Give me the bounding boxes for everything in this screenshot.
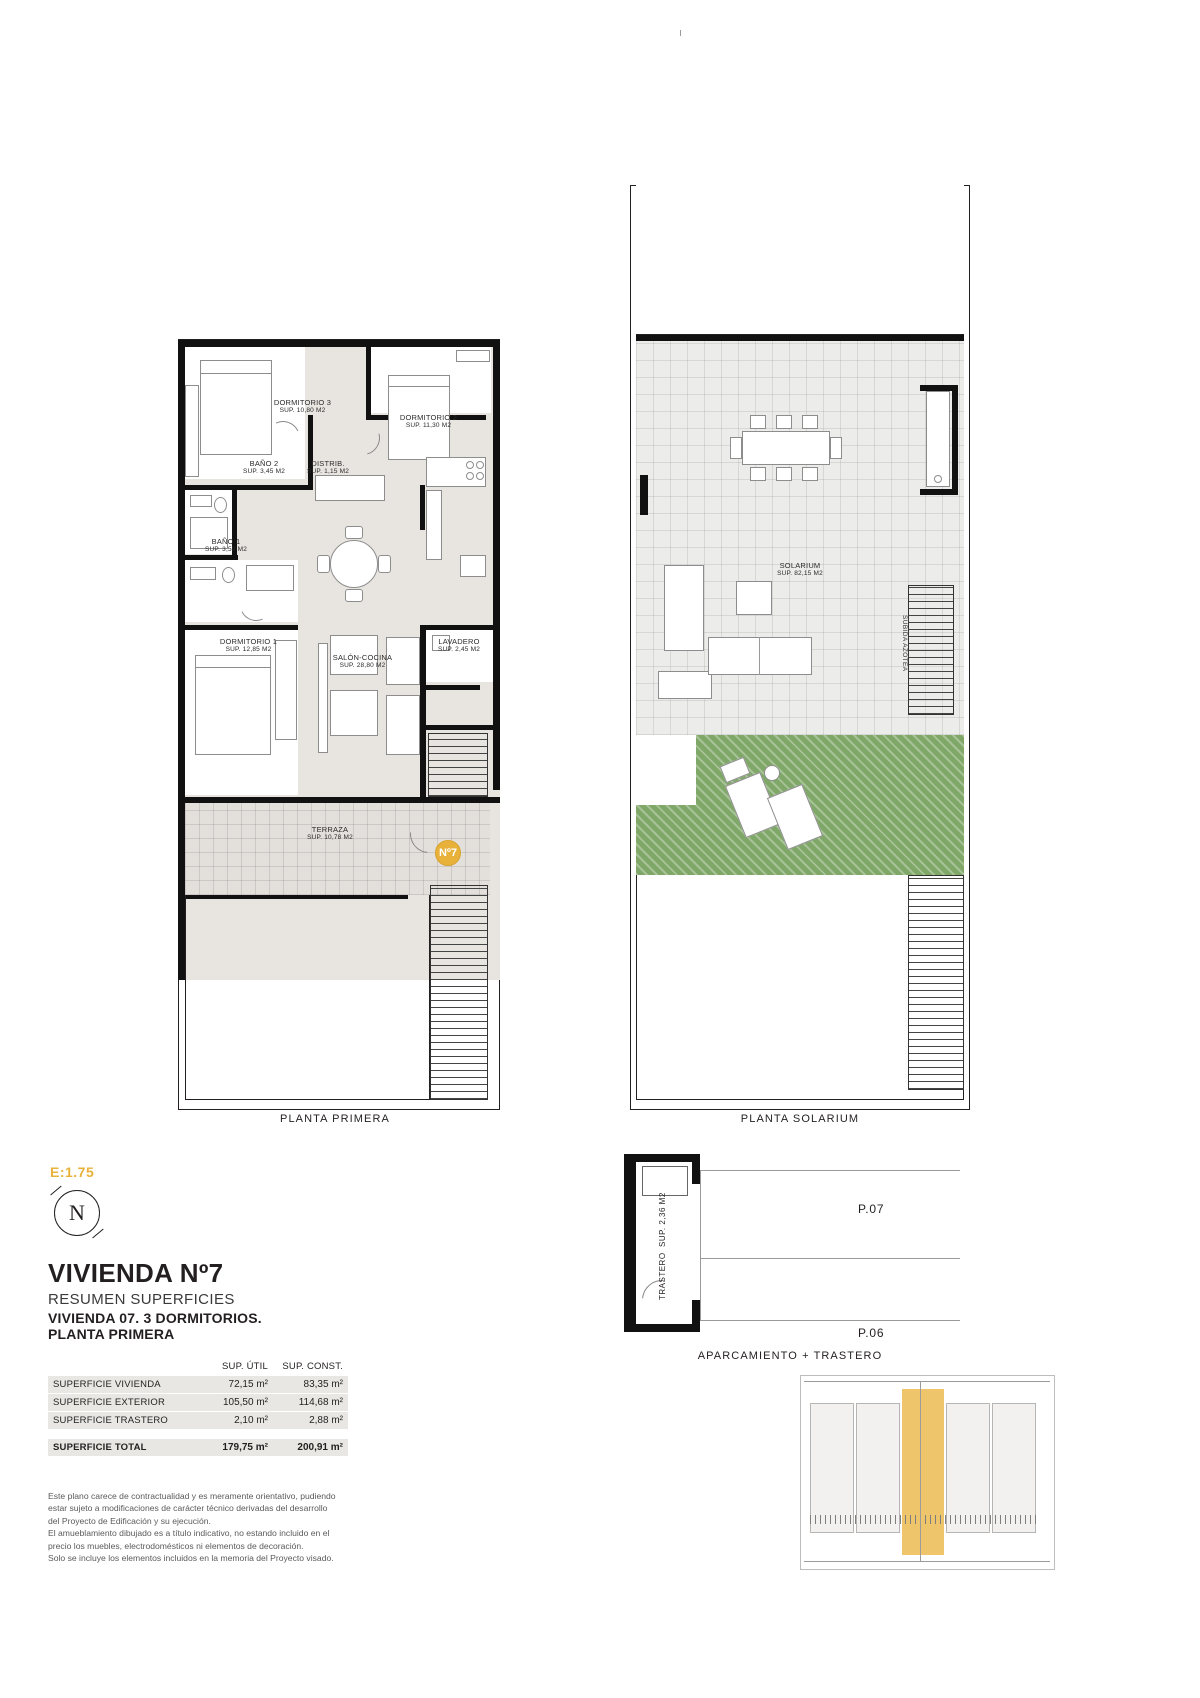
solarium-chair-4 bbox=[750, 467, 766, 481]
page-title: VIVIENDA Nº7 bbox=[48, 1258, 224, 1288]
shed-fixture bbox=[934, 475, 942, 483]
wall-interior-h7 bbox=[420, 725, 500, 730]
hob-burner-3 bbox=[466, 472, 474, 480]
parking-wall-top bbox=[624, 1154, 700, 1162]
key-plan-highlight-unit bbox=[902, 1389, 944, 1555]
page-line3: VIVIENDA 07. 3 DORMITORIOS. bbox=[48, 1310, 262, 1326]
areas-header-const: SUP. CONST. bbox=[282, 1361, 343, 1372]
registration-mark bbox=[680, 30, 681, 36]
row-const: 114,68 m² bbox=[273, 1394, 348, 1412]
solarium-side-table bbox=[736, 581, 772, 615]
parking-spot-p06: P.06 bbox=[858, 1326, 885, 1340]
hob-burner-4 bbox=[476, 472, 484, 480]
key-plan-block-1 bbox=[810, 1403, 854, 1533]
label-dormitorio3: DORMITORIO 3 SUP. 10,80 M2 bbox=[273, 398, 332, 415]
row-util: 2,10 m² bbox=[198, 1412, 273, 1430]
row-const: 83,35 m² bbox=[273, 1376, 348, 1394]
dining-chair-2 bbox=[378, 555, 391, 573]
label-bano1: BAÑO 1 SUP. 3,50 M2 bbox=[204, 537, 248, 554]
wardrobe-3 bbox=[275, 640, 297, 740]
solarium-chair-7 bbox=[730, 437, 742, 459]
row-name: SUPERFICIE VIVIENDA bbox=[48, 1376, 198, 1394]
table-row bbox=[48, 1376, 348, 1394]
table-row bbox=[48, 1394, 348, 1412]
solarium-void bbox=[636, 185, 964, 335]
disclaimer-line-3: del Proyecto de Edificación y su ejecución. bbox=[48, 1515, 211, 1526]
kitchen-island bbox=[315, 475, 385, 501]
key-plan-line-top bbox=[804, 1381, 1050, 1382]
solarium-chair-1 bbox=[750, 415, 766, 429]
wall-right bbox=[493, 340, 500, 790]
table-spacer bbox=[48, 1429, 348, 1439]
label-dormitorio1: DORMITORIO 1 SUP. 12,85 M2 bbox=[219, 637, 278, 654]
lower-patio-staircase bbox=[908, 875, 964, 1090]
disclaimer-line-5: precio los muebles, electrodomésticos ni elementos de decoración. bbox=[48, 1540, 304, 1551]
areas-header-row bbox=[48, 1358, 348, 1376]
solarium-chair-6 bbox=[802, 467, 818, 481]
areas-header-util: SUP. ÚTIL bbox=[222, 1361, 268, 1372]
total-name: SUPERFICIE TOTAL bbox=[48, 1439, 198, 1456]
parking-wall-stub-bottom bbox=[692, 1300, 700, 1332]
wardrobe-2 bbox=[456, 350, 490, 362]
label-solarium: SOLARIUM SUP. 82,15 M2 bbox=[777, 561, 823, 578]
garden-notch bbox=[636, 735, 696, 805]
row-const: 2,88 m² bbox=[273, 1412, 348, 1430]
wardrobe-1 bbox=[185, 385, 199, 477]
scale-label: E:1.75 bbox=[50, 1164, 95, 1180]
parking-line-1 bbox=[700, 1170, 960, 1171]
roof-staircase bbox=[908, 585, 954, 715]
bed-headboard-3 bbox=[200, 360, 272, 374]
staircase-interior bbox=[428, 733, 488, 797]
row-name: SUPERFICIE TRASTERO bbox=[48, 1412, 198, 1430]
dining-chair-1 bbox=[317, 555, 330, 573]
sink-bano1 bbox=[190, 567, 216, 580]
label-dormitorio2: DORMITORIO 2 SUP. 11,30 M2 bbox=[399, 413, 458, 430]
plan-upper-void bbox=[178, 185, 500, 340]
caption-planta-solarium: PLANTA SOLARIUM bbox=[740, 1113, 860, 1125]
disclaimer-line-6: Solo se incluye los elementos incluidos en la memoria del Proyecto visado. bbox=[48, 1553, 334, 1564]
label-subida-azotea: SUBIDA AZOTEA bbox=[901, 615, 908, 672]
solarium-sideboard bbox=[658, 671, 712, 699]
key-plan-hatch bbox=[810, 1515, 1036, 1524]
kitchen-counter-side bbox=[426, 490, 442, 560]
title-block bbox=[48, 1258, 428, 1342]
solarium-dining-table bbox=[742, 431, 830, 465]
key-plan-block-2 bbox=[856, 1403, 900, 1533]
key-plan-axis bbox=[920, 1381, 921, 1561]
plan-planta-solarium bbox=[630, 185, 970, 1125]
solarium-chair-2 bbox=[776, 415, 792, 429]
areas-header-blank bbox=[48, 1358, 198, 1376]
label-bano2: BAÑO 2 SUP. 3,45 M2 bbox=[242, 459, 286, 476]
label-trastero: TRASTERO SUP. 2,36 M2 bbox=[658, 1192, 667, 1300]
wall-interior-h6 bbox=[420, 685, 480, 690]
label-salon-cocina: SALÓN-COCINA SUP. 28,80 M2 bbox=[332, 653, 393, 670]
sink-bano2 bbox=[190, 495, 212, 507]
label-terraza: TERRAZA SUP. 10,78 M2 bbox=[307, 825, 353, 842]
parasol-base bbox=[764, 765, 780, 781]
north-letter: N bbox=[69, 1200, 85, 1225]
plan-planta-primera bbox=[170, 185, 500, 1125]
wall-left bbox=[178, 340, 185, 980]
tv-unit bbox=[386, 695, 420, 755]
hob-burner-2 bbox=[476, 461, 484, 469]
total-const: 200,91 m² bbox=[273, 1439, 348, 1456]
row-name: SUPERFICIE EXTERIOR bbox=[48, 1394, 198, 1412]
parking-wall-left bbox=[624, 1154, 636, 1332]
parking-spot-p07: P.07 bbox=[858, 1202, 885, 1216]
table-total-row bbox=[48, 1439, 348, 1456]
parking-line-2 bbox=[700, 1258, 960, 1259]
disclaimer-line-1: Este plano carece de contractualidad y es meramente orientativo, pudiendo bbox=[48, 1491, 336, 1501]
parking-wall-bottom bbox=[624, 1324, 700, 1332]
bed-dormitorio1 bbox=[195, 655, 271, 755]
parking-wall-stub-top bbox=[692, 1154, 700, 1184]
total-util: 179,75 m² bbox=[198, 1439, 273, 1456]
key-plan bbox=[800, 1375, 1055, 1570]
solarium-sofa-split bbox=[708, 637, 760, 675]
parking-box bbox=[620, 1150, 960, 1340]
toilet-bano2 bbox=[214, 497, 227, 513]
label-lavadero: LAVADERO SUP. 2,45 M2 bbox=[437, 637, 481, 654]
page-subtitle: RESUMEN SUPERFICIES bbox=[48, 1291, 235, 1308]
unit-number-badge: Nº7 bbox=[435, 840, 461, 866]
solarium-chair-5 bbox=[776, 467, 792, 481]
bed-headboard-2 bbox=[388, 375, 450, 387]
bed-headboard-1 bbox=[195, 655, 271, 668]
plan-parking bbox=[620, 1150, 960, 1345]
key-plan-block-4 bbox=[946, 1403, 990, 1533]
parking-line-3 bbox=[700, 1320, 960, 1321]
solarium-chair-8 bbox=[830, 437, 842, 459]
solarium-wall-top bbox=[636, 335, 964, 341]
label-distribuidor: DISTRIB. SUP. 1,15 M2 bbox=[306, 459, 350, 476]
row-util: 72,15 m² bbox=[198, 1376, 273, 1394]
key-plan-block-5 bbox=[992, 1403, 1036, 1533]
fridge bbox=[460, 555, 486, 577]
dining-chair-4 bbox=[345, 589, 363, 602]
caption-planta-primera: PLANTA PRIMERA bbox=[280, 1113, 390, 1125]
wall-interior-v5 bbox=[420, 485, 425, 530]
key-plan-line-bottom bbox=[804, 1561, 1050, 1562]
coffee-table-living bbox=[330, 690, 378, 736]
parking-line-v bbox=[700, 1170, 701, 1320]
dining-table bbox=[330, 540, 378, 588]
shed-room bbox=[926, 391, 950, 487]
wall-top bbox=[178, 340, 500, 347]
disclaimer-line-2: estar sujeto a modificaciones de carácter técnico derivadas del desarrollo bbox=[48, 1503, 328, 1514]
solarium-chair-3 bbox=[802, 415, 818, 429]
areas-table bbox=[48, 1358, 348, 1456]
staircase-exterior bbox=[430, 885, 488, 1100]
bathtub-bano1 bbox=[246, 565, 294, 591]
dining-chair-3 bbox=[345, 526, 363, 539]
north-arrow-icon bbox=[46, 1182, 108, 1244]
solarium-wall-shed-right bbox=[952, 385, 958, 495]
row-util: 105,50 m² bbox=[198, 1394, 273, 1412]
solarium-wall-shed-bottom bbox=[920, 489, 958, 495]
caption-parking: APARCAMIENTO + TRASTERO bbox=[697, 1350, 883, 1362]
hob-burner-1 bbox=[466, 461, 474, 469]
wall-interior-v3 bbox=[308, 415, 313, 490]
solarium-bench-left bbox=[664, 565, 704, 651]
toilet-bano1 bbox=[222, 567, 235, 583]
solarium-wall-left-stub bbox=[640, 475, 648, 515]
page-line4: PLANTA PRIMERA bbox=[48, 1326, 175, 1342]
lower-terrace-outline bbox=[185, 895, 430, 1100]
table-row bbox=[48, 1412, 348, 1430]
disclaimer-text bbox=[48, 1490, 428, 1565]
disclaimer-line-4: El amueblamiento dibujado es a título indicativo, no estando incluido en el bbox=[48, 1528, 330, 1539]
